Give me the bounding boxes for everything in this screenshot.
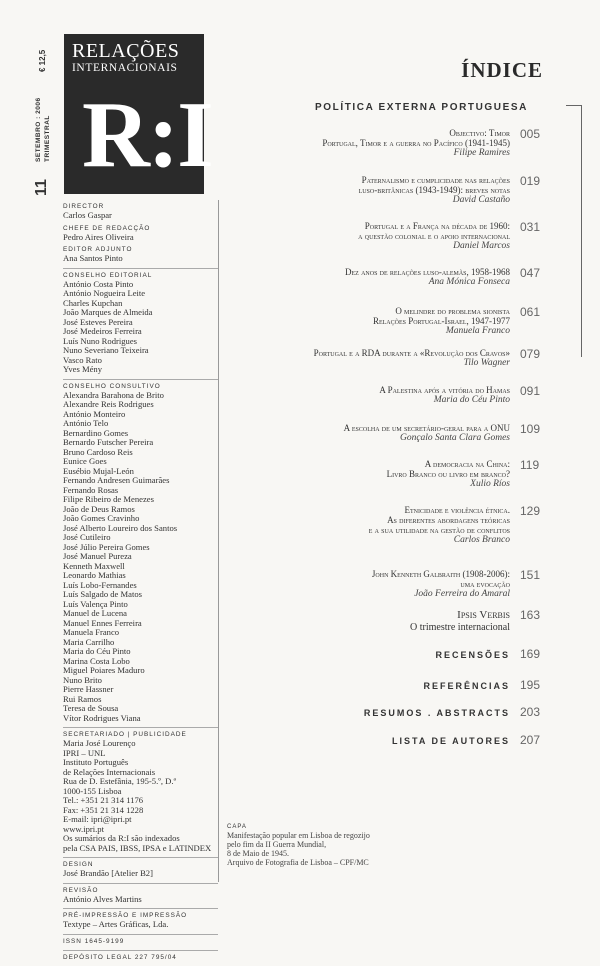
entry-title-line: uma evocação (460, 579, 510, 589)
staff-member: Nuno Brito (63, 674, 102, 685)
staff-group-title: SECRETARIADO | PUBLICIDADE (63, 731, 187, 738)
section-page-number: 195 (520, 678, 541, 692)
staff-member: Vasco Rato (63, 354, 102, 365)
index-entry (410, 609, 542, 635)
staff-member: José Cutileiro (63, 532, 111, 542)
staff-divider (63, 857, 218, 858)
caption-line: 8 de Maio de 1945. (227, 849, 289, 858)
staff-member: Fax: +351 21 314 1228 (63, 804, 144, 815)
staff-group-title: EDITOR ADJUNTO (63, 246, 133, 253)
spine (33, 36, 63, 196)
staff-member: E-mail: ipri@ipri.pt (63, 814, 132, 824)
entry-page-number: 109 (520, 422, 541, 436)
staff-member: Maria José Lourenço (63, 738, 136, 748)
index-section-entry (364, 703, 542, 721)
entry-title-line: Paternalismo e cumplicidade nas relações (361, 175, 510, 185)
staff-member: IPRI – UNL (63, 747, 106, 758)
section-label: LISTA DE AUTORES (391, 736, 510, 746)
section-label: RECENSÕES (435, 650, 510, 660)
entry-title-line: Objectivo: Timor (449, 128, 510, 138)
entry-title-line: luso-britânicas (1943-1949): breves notas (358, 185, 510, 195)
entry-title-line: A democracia na China: (424, 459, 510, 469)
entry-title-line: Etnicidade e violência étnica. (404, 505, 510, 515)
staff-group (63, 908, 218, 930)
staff-member: Alexandre Reis Rodrigues (63, 399, 154, 409)
index-entry (345, 267, 542, 288)
entry-text (369, 505, 510, 546)
staff-divider (63, 950, 218, 951)
section-label: REFERÊNCIAS (423, 681, 510, 691)
section-bracket (581, 105, 582, 357)
entry-page-number: 119 (520, 458, 540, 472)
staff-member: Manuel Ennes Ferreira (63, 617, 142, 628)
entry-text (373, 306, 510, 337)
index-entry (372, 569, 542, 600)
staff-member: Os sumários da R:I são indexados (63, 833, 180, 843)
index-entry (359, 175, 542, 206)
logo-line2: INTERNACIONAIS (72, 62, 178, 74)
staff-divider (63, 883, 218, 884)
staff-member: João de Deus Ramos (63, 503, 135, 514)
column-divider (218, 200, 219, 882)
entry-author: João Ferreira do Amaral (414, 589, 510, 599)
staff-member: Manuel de Lucena (63, 608, 127, 618)
spine-date: SETEMBRO : 2006 (35, 97, 42, 162)
staff-group (63, 268, 218, 375)
staff-member: Eunice Goes (63, 456, 107, 466)
staff-group-title: PRÉ-IMPRESSÃO E IMPRESSÃO (63, 912, 188, 919)
entry-author: Xulio Ríos (470, 479, 510, 489)
staff-group-title: DIRECTOR (63, 203, 105, 210)
staff-member: Textype – Artes Gráficas, Lda. (63, 919, 169, 929)
staff-member: João Marques de Almeida (63, 307, 153, 317)
staff-member: António Nogueira Leite (63, 288, 146, 298)
staff-group-title: REVISÃO (63, 886, 99, 894)
index-entry (322, 128, 542, 159)
entry-page-number: 031 (520, 220, 541, 234)
logo-mark: R:I (82, 83, 212, 187)
index-entry (369, 505, 542, 546)
staff-member: Yves Mény (63, 364, 102, 374)
entry-title-line: a questão colonial e o apoio internacional (358, 231, 510, 241)
staff-group (63, 246, 218, 264)
entry-author: Ana Mónica Fonseca (428, 277, 510, 287)
staff-member: José Esteves Pereira (63, 316, 133, 327)
caption-line: Manifestação popular em Lisboa de regozijo (227, 831, 370, 840)
staff-member: Alexandra Barahona de Brito (63, 389, 164, 400)
spine-issue-number: 11 (33, 179, 50, 196)
entry-author: David Castaño (452, 195, 510, 205)
staff-member: Luís Lobo-Fernandes (63, 579, 137, 590)
staff-member: pela CSA PAIS, IBSS, IPSA e LATINDEX (63, 842, 212, 853)
index-entry (314, 348, 542, 369)
staff-group (63, 379, 218, 724)
entry-title-line: A Palestina após a vitória do Hamas (379, 385, 510, 395)
journal-logo (64, 34, 212, 194)
entry-author: Daniel Marcos (453, 241, 510, 251)
entry-title-line: A escolha de um secretário-geral para a ONU (343, 423, 510, 433)
index-section-entry (435, 645, 542, 663)
index-entry (387, 459, 542, 490)
entry-title-line: Livro Branco ou livro em branco? (386, 469, 510, 479)
staff-group (63, 857, 218, 879)
caption-line: Arquivo de Fotografia de Lisboa – CPF/MC (227, 858, 369, 867)
staff-member: Ana Santos Pinto (63, 253, 123, 263)
staff-divider (63, 727, 218, 728)
entry-page-number: 091 (520, 384, 541, 398)
entry-page-number: 061 (520, 305, 541, 319)
staff-member: Luís Nuno Rodrigues (63, 335, 137, 346)
staff-member: Carlos Gaspar (63, 210, 112, 220)
section-bracket-top (566, 105, 581, 106)
staff-member: Bernardo Futscher Pereira (63, 437, 154, 447)
staff-member: José Medeiros Ferreira (63, 326, 142, 336)
staff-group (63, 934, 218, 946)
entry-text (359, 175, 510, 206)
staff-member: Fernando Andresen Guimarães (63, 475, 170, 485)
staff-member: Rui Ramos (63, 693, 102, 704)
staff-group (63, 225, 218, 243)
entry-author: Manuela Franco (445, 326, 510, 336)
staff-member: Maria do Céu Pinto (63, 646, 131, 656)
staff-member: Filipe Ribeiro de Menezes (63, 494, 154, 504)
staff-group (63, 203, 218, 221)
staff-divider (63, 379, 218, 380)
section-page-number: 203 (520, 705, 541, 719)
staff-member: Luís Valença Pinto (63, 598, 128, 609)
staff-member: Maria Carrilho (63, 636, 115, 647)
entry-author: Filipe Ramires (453, 148, 510, 158)
entry-page-number: 047 (520, 266, 541, 280)
staff-member: Bruno Cardoso Reis (63, 446, 133, 457)
entry-author: Tilo Wagner (463, 358, 510, 368)
staff-member: José Manuel Pureza (63, 551, 132, 561)
entry-text (372, 569, 510, 600)
section-page-number: 207 (520, 733, 541, 747)
staff-member: Pedro Aires Oliveira (63, 231, 134, 242)
entry-text (358, 221, 510, 252)
logo-line1: RELAÇÕES (72, 40, 180, 62)
staff-divider (63, 268, 218, 269)
staff-member: José Júlio Pereira Gomes (63, 541, 150, 552)
staff-member: Teresa de Sousa (63, 703, 119, 713)
staff-member: Leonardo Mathias (63, 570, 126, 580)
staff-group (63, 950, 218, 962)
staff-member: Manuela Franco (63, 627, 120, 637)
entry-text (314, 348, 510, 369)
entry-page-number: 129 (520, 504, 541, 518)
entry-title-line: John Kenneth Galbraith (1908-2006): (371, 569, 510, 579)
entry-page-number: 079 (520, 347, 541, 361)
entry-text (322, 128, 510, 159)
staff-group (63, 727, 218, 853)
staff-member: Luís Salgado de Matos (63, 589, 143, 599)
staff-member: António Telo (63, 418, 109, 428)
entry-subtitle: O trimestre internacional (410, 622, 510, 633)
index-entry (358, 221, 542, 252)
staff-member: Pierre Hassner (63, 684, 114, 694)
staff-member: Bernardino Gomes (63, 427, 129, 438)
staff-member: Instituto Português (63, 757, 129, 767)
staff-member: Fernando Rosas (63, 484, 119, 495)
entry-title-line: e a sua utilidade na gestão de conflitos (368, 525, 510, 535)
spine-periodicity: TRIMESTRAL (44, 115, 51, 162)
index-entry (344, 423, 542, 444)
index-entry (379, 385, 542, 406)
staff-member: José Alberto Loureiro dos Santos (63, 522, 178, 533)
entry-title-line: Relações Portugal-Israel, 1947-1977 (372, 316, 510, 326)
staff-group-title: ISSN 1645-9199 (63, 937, 125, 945)
staff-member: Vítor Rodrigues Viana (63, 712, 141, 723)
entry-title-line: Portugal e a RDA durante a «Revolução dos Cravos» (313, 348, 510, 358)
entry-title-line: Dez anos de relações luso-alemãs, 1958-1968 (345, 267, 510, 277)
caption-label: CAPA (227, 824, 247, 830)
staff-member: João Gomes Cravinho (63, 513, 140, 523)
entry-page-number: 019 (520, 174, 541, 188)
staff-member: Nuno Severiano Teixeira (63, 345, 149, 355)
entry-text (344, 423, 510, 444)
staff-divider (63, 908, 218, 909)
entry-title-line: Portugal, Timor e a guerra no Pacífico (1941-1945) (322, 138, 510, 148)
staff-member: Charles Kupchan (63, 297, 123, 308)
index-section-entry (423, 676, 542, 694)
entry-title-line: Ipsis Verbis (457, 609, 510, 621)
staff-group (63, 883, 218, 905)
entry-text (387, 459, 510, 490)
staff-member: Eusébio Mujal-León (63, 465, 134, 476)
entry-text (379, 385, 510, 406)
staff-member: 1000-155 Lisboa (63, 785, 122, 796)
section-label: RESUMOS . ABSTRACTS (363, 708, 510, 718)
entry-author: Gonçalo Santa Clara Gomes (399, 433, 510, 443)
staff-member: José Brandão [Atelier B2] (63, 868, 153, 878)
staff-group-title: DEPÓSITO LEGAL 227 795/04 (63, 953, 177, 961)
staff-member: Rua de D. Estefânia, 195-5.º, D.ª (63, 776, 176, 786)
staff-member: www.ipri.pt (63, 823, 104, 834)
entry-page-number: 151 (520, 568, 541, 582)
staff-member: Kenneth Maxwell (63, 560, 125, 571)
index-section-entry (392, 731, 542, 749)
masthead-staff (63, 203, 218, 966)
index-entry (373, 306, 542, 337)
staff-member: de Relações Internacionais (63, 766, 156, 777)
staff-member: Tel.: +351 21 314 1176 (63, 795, 144, 805)
entry-title-line: As diferentes abordagens teóricas (387, 515, 510, 525)
staff-group-title: CONSELHO CONSULTIVO (63, 382, 161, 390)
spine-price: € 12,5 (38, 49, 47, 72)
entry-page-number: 163 (520, 608, 541, 622)
cover-caption (227, 823, 387, 867)
entry-author: Maria do Céu Pinto (433, 395, 510, 405)
index-title: ÍNDICE (461, 58, 543, 82)
entry-text (410, 609, 510, 635)
entry-page-number: 005 (520, 127, 541, 141)
section-heading: POLÍTICA EXTERNA PORTUGUESA (314, 102, 528, 113)
staff-member: António Monteiro (63, 408, 126, 419)
caption-line: pelo fim da II Guerra Mundial, (227, 840, 327, 849)
section-page-number: 169 (520, 647, 541, 661)
staff-member: António Alves Martins (63, 893, 142, 904)
entry-title-line: Portugal e a França na década de 1960: (364, 221, 510, 231)
staff-group-title: CHEFE DE REDACÇÃO (63, 224, 151, 232)
staff-member: Miguel Poiares Maduro (63, 665, 145, 675)
staff-group-title: DESIGN (63, 861, 94, 868)
entry-text (345, 267, 510, 288)
entry-author: Carlos Branco (453, 535, 510, 545)
entry-title-line: O melindre do problema sionista (395, 306, 510, 316)
staff-member: António Costa Pinto (63, 278, 134, 289)
staff-divider (63, 934, 218, 935)
staff-group-title: CONSELHO EDITORIAL (63, 271, 153, 279)
staff-member: Marina Costa Lobo (63, 655, 130, 666)
